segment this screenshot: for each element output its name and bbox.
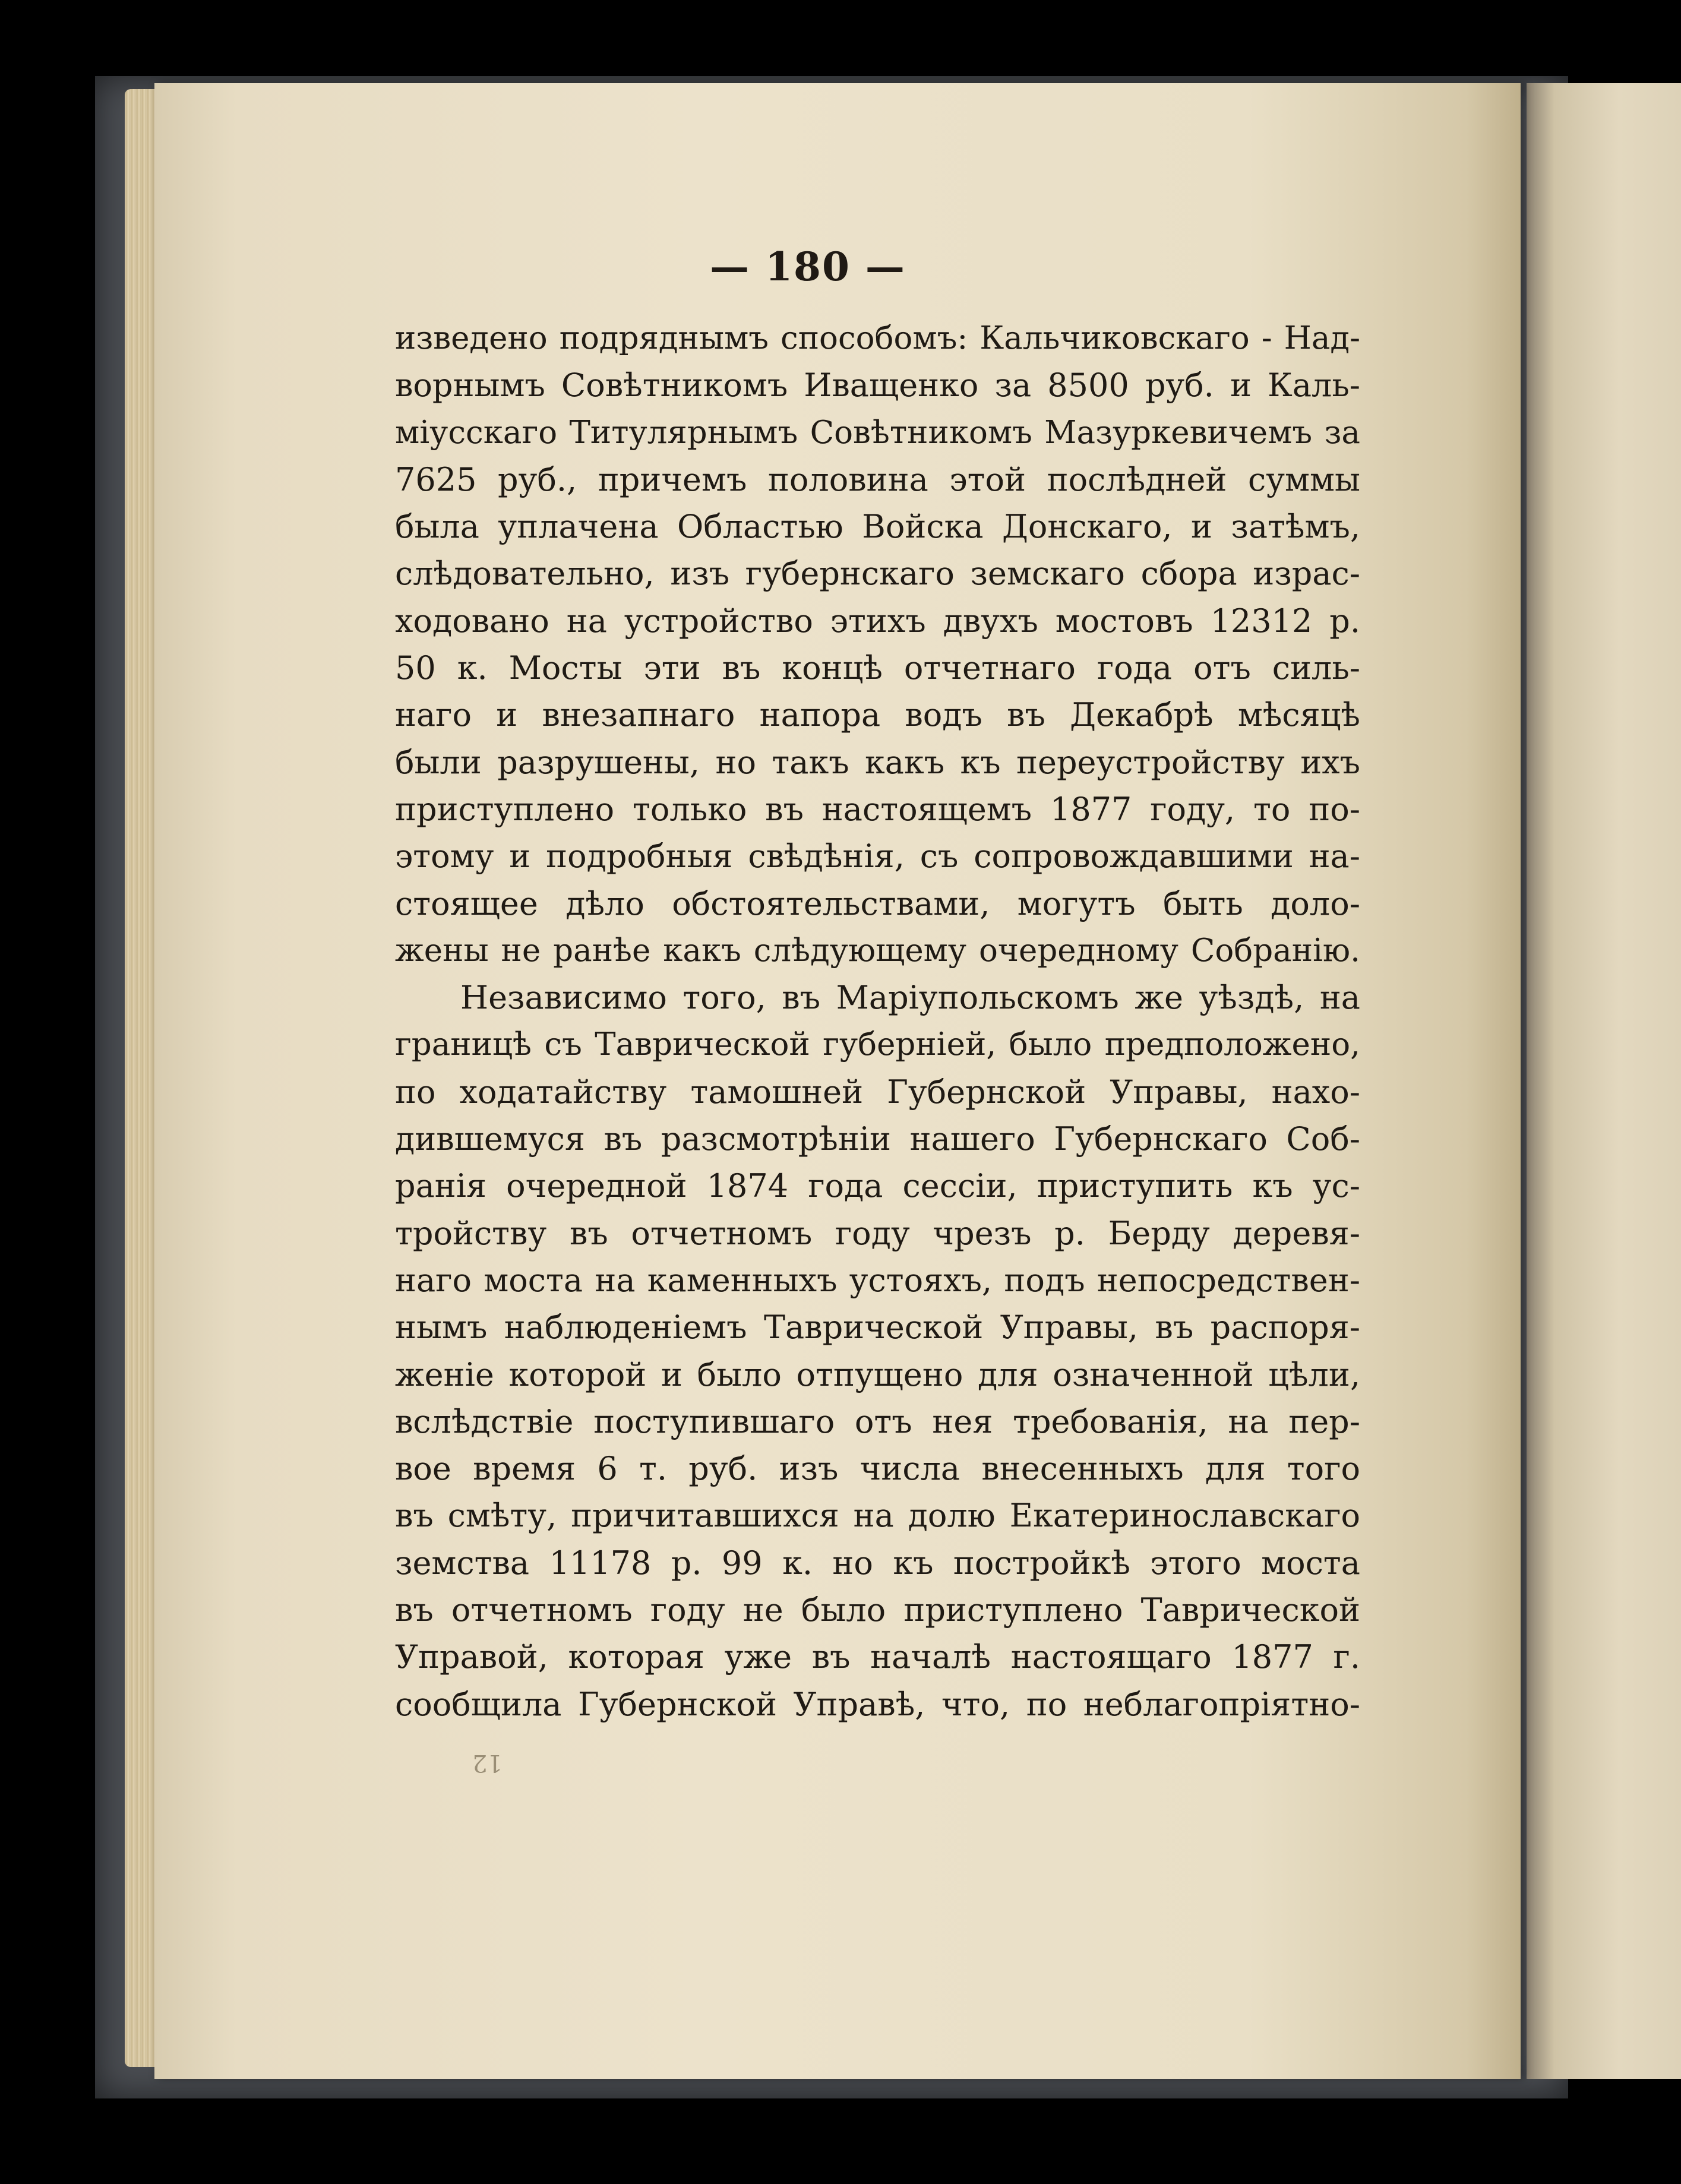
text-line: изведено подряднымъ способомъ: Кальчиковскаго - Над- [395,320,1360,356]
text-line: 50 к. Мосты эти въ концѣ отчетнаго года отъ силь- [395,649,1360,687]
text-line: въ смѣту, причитавшихся на долю Екатеринославскаго [395,1497,1360,1535]
text-line: дившемуся въ разсмотрѣніи нашего Губернскаго Соб- [395,1120,1360,1158]
text-line: были разрушены, но такъ какъ къ переустройству ихъ [395,743,1360,781]
text-line: въ отчетномъ году не было приступлено Таврической [395,1591,1360,1629]
text-line: 7625 руб., причемъ половина этой послѣдней суммы [395,460,1360,498]
text-line: приступлено только въ настоящемъ 1877 году, то по- [395,790,1360,828]
text-line: границѣ съ Таврической губерніей, было предположено, [395,1026,1360,1063]
text-line: земства 11178 р. 99 к. но къ постройкѣ этого моста [395,1544,1360,1582]
text-line: слѣдовательно, изъ губернскаго земскаго сбора израс- [395,555,1360,593]
text-line: сообщила Губернской Управѣ, что, по неблагопріятно- [395,1685,1360,1723]
text-line: вслѣдствіе поступившаго отъ нея требованія, на пер- [395,1402,1360,1440]
page-text [395,315,1360,1728]
text-line: міусскаго Титулярнымъ Совѣтникомъ Мазуркевичемъ за [395,414,1360,451]
text-line: наго моста на каменныхъ устояхъ, подъ непосредствен- [395,1261,1360,1299]
text-line: женіе которой и было отпущено для означенной цѣли, [395,1355,1360,1393]
text-line: ходовано на устройство этихъ двухъ мостовъ 12312 р. [395,602,1360,640]
text-line: по ходатайству тамошней Губернской Управы, нахо- [395,1073,1360,1111]
text-line: тройству въ отчетномъ году чрезъ р. Берду деревя- [395,1214,1360,1252]
text-line: стоящее дѣло обстоятельствами, могутъ быть доло- [395,884,1360,922]
text-line: жены не ранѣе какъ слѣдующему очередному Собранію. [395,932,1360,969]
text-line: Управой, которая уже въ началѣ настоящаго 1877 г. [395,1638,1360,1676]
text-line: наго и внезапнаго напора водъ въ Декабрѣ мѣсяцѣ [395,696,1360,734]
signature-mark: 12 [472,1749,503,1777]
text-line: ранія очередной 1874 года сессіи, приступить къ ус- [395,1167,1360,1205]
page-number: — 180 — [710,244,906,290]
text-line: нымъ наблюденіемъ Таврической Управы, въ распоря- [395,1308,1360,1347]
text-line: Независимо того, въ Маріупольскомъ же уѣздѣ, на [460,979,1360,1017]
text-line: ворнымъ Совѣтникомъ Иващенко за 8500 руб. и Каль- [395,366,1360,404]
text-line: этому и подробныя свѣдѣнія, съ сопровождавшими на- [395,837,1360,876]
text-line: была уплачена Областью Войска Донскаго, и затѣмъ, [395,508,1360,546]
text-line: вое время 6 т. руб. изъ числа внесенныхъ для того [395,1450,1360,1488]
facing-page-edge [1527,83,1681,2079]
